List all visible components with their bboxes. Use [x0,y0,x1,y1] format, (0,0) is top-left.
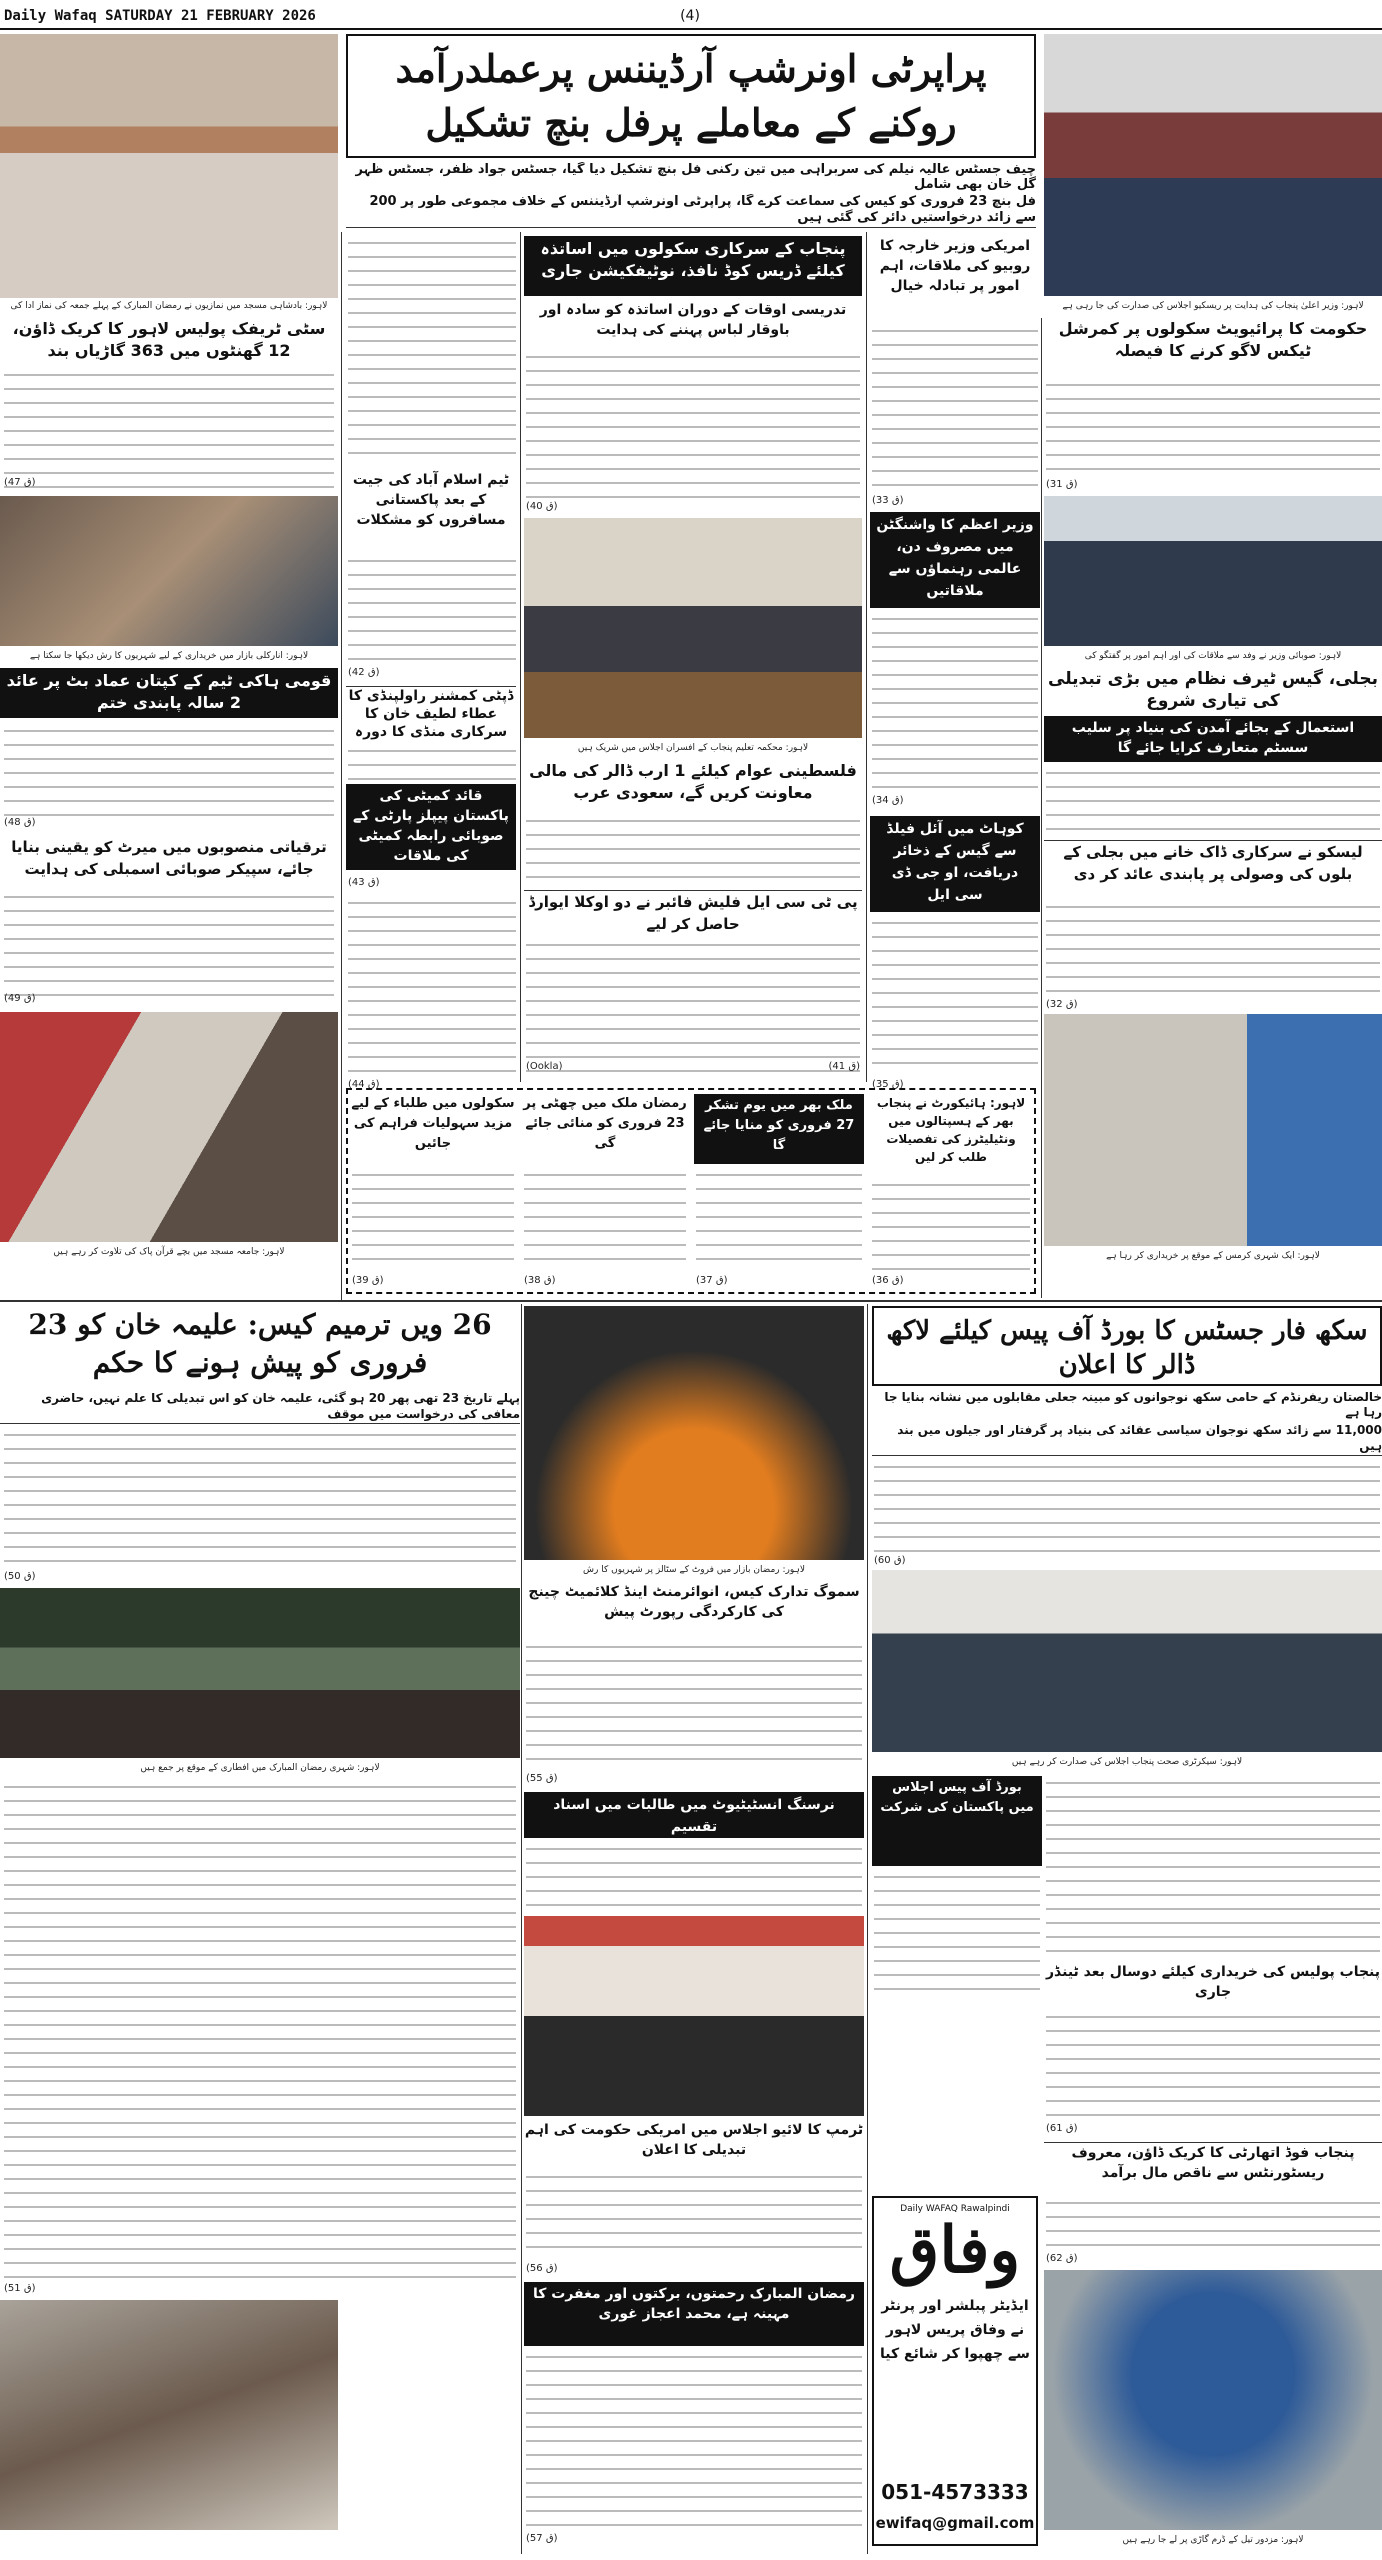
headline: ڈپٹی کمشنر راولپنڈی کا عطاء لطیف خان کا سرکاری منڈی کا دورہ [346,686,516,740]
masthead [0,0,1382,30]
ref-tag: (ق 55) [526,1773,558,1784]
article-body [4,1780,516,2280]
article-body [1046,378,1380,478]
section-rule [0,1300,1382,1302]
market-shoppers-photo [0,496,338,646]
ref-tag: (ق 43) [348,877,380,888]
headline: رمضان المبارک رحمتوں، برکتوں اور مغفرت کا مہینہ ہے، محمد اعجاز غوری [524,2282,864,2346]
article-body [874,1460,1380,1556]
rescue-meeting-photo [1044,34,1382,296]
ref-tag: (ق 34) [872,795,904,806]
ref-tag: (ق 40) [526,501,558,512]
nursing-graduates-photo [524,1916,864,2116]
headline: پنجاب پولیس کی خریداری کیلئے دوسال بعد ٹینڈر جاری [1045,1964,1381,2000]
article-body [696,1168,862,1272]
lead-story-box [872,1306,1382,1386]
photo-caption: لاہور: سیکرٹری صحت پنجاب اجلاس کی صدارت کر رہے ہیں [1011,1757,1243,1767]
headline: سٹی ٹریفک پولیس لاہور کا کریک ڈاؤن، 12 گھنٹوں میں 363 گاڑیاں بند [12,319,326,360]
ref-tag: (ق 38) [524,1275,556,1286]
article-body [4,724,334,824]
article-body [526,1842,862,1912]
headline: وزیر اعظم کا واشنگٹن میں مصروف دن، عالمی رہنماؤں سے ملاقاتیں [870,512,1040,608]
ref-tag: (ق 51) [4,2283,36,2294]
ref-tag: (ق 44) [348,1079,380,1090]
ref-tag: (ق 56) [526,2263,558,2274]
lead-headline: پراپرٹی اونرشپ آرڈیننس پرعملدرآمد روکنے کے معاملے پرفل بنچ تشکیل [395,46,987,145]
article-body [348,554,516,664]
article-body [4,368,334,488]
article-body [348,896,516,1076]
photo-caption: لاہور: صوبائی وزیر نے وفد سے ملاقات کی اور اہم امور پر گفتگو کی [1084,651,1342,661]
article-body [348,236,516,466]
headline: ٹرمپ کا لائیو اجلاس میں امریکی حکومت کی اہم تبدیلی کا اعلان [524,2122,864,2158]
article-body [4,890,334,1000]
article-body [1046,2010,1380,2120]
lead-subline: چیف جسٹس عالیہ نیلم کی سربراہی میں تین رکنی فل بنچ تشکیل دیا گیا، جسٹس جواد ظفر، جسٹس ظہر گل خان بھی شامل [355,162,1036,192]
ref-tag: (ق 49) [4,993,36,1004]
ref-tag: (ق 39) [352,1275,384,1286]
article-body [526,350,860,500]
ookla-label: (Ookla) [526,1061,563,1072]
health-meeting-photo [872,1570,1382,1752]
logo-subtitle: Daily WAFAQ Rawalpindi [900,2204,1010,2214]
headline: ملک بھر میں یوم تشکر 27 فروری کو منایا جائے گا [694,1094,864,1164]
photo-caption: لاہور: محکمہ تعلیم پنجاب کے افسران اجلاس میں شریک ہیں [577,743,809,753]
lead-subline: خالصتان ریفرنڈم کے حامی سکھ نوجوانوں کو مبینہ جعلی مقابلوں میں نشانہ بنایا جا رہا ہے [884,1390,1382,1419]
ref-tag: (ق 41) [828,1061,860,1072]
ref-tag: (ق 48) [4,817,36,828]
article-body [872,612,1038,792]
street-scene-photo [0,2300,338,2530]
photo-caption: لاہور: بادشاہی مسجد میں نمازیوں نے رمضان المبارک کے پہلے جمعہ کی نماز ادا کی [10,301,328,311]
news-box-1 [870,1094,1032,1290]
ref-tag: (ق 42) [348,667,380,678]
headline: نرسنگ انسٹیٹیوٹ میں طالبات میں اسناد تقسیم [524,1792,864,1838]
photo-caption: لاہور: مزدور تیل کے ڈرم گاڑی پر لے جا رہے ہیں [1122,2535,1304,2545]
column-rule [521,1304,522,2554]
street-vendor-photo [1044,1014,1382,1246]
article-body [872,324,1038,494]
headline: امریکی وزیر خارجہ کا روبیو کی ملاقات، اہم امور پر تبادلہ خیال [879,238,1031,294]
headline-sub: تدریسی اوقات کے دوران اساتذہ کو سادہ اور باوقار لباس پہننے کی ہدایت [539,302,847,338]
ref-tag: (ق 60) [874,1555,906,1566]
headline: ترقیاتی منصوبوں میں میرٹ کو یقینی بنایا جائے، سپیکر صوبائی اسمبلی کی ہدایت [11,838,327,878]
article-body [1046,1776,1380,1956]
oil-drums-photo [1044,2270,1382,2530]
wafaq-logo: وفاق [889,2216,1021,2288]
news-box-3 [522,1094,688,1290]
article-body [526,2170,862,2260]
lead-subline-2: فل بنچ 23 فروری کو کیس کی سماعت کرے گا، پراپرٹی اونرشپ آرڈیننس کے خلاف مجموعی طور پر 200 سے زائد درخواستیں دائر کی گئی ہیں [346,194,1036,228]
headline: فلسطینی عوام کیلئے 1 ارب ڈالر کی مالی معاونت کریں گے، سعودی عرب [529,761,857,802]
article-body [874,1870,1040,1990]
ref-tag: (ق 47) [4,477,36,488]
article-body [526,938,860,1078]
column-rule [866,232,867,1082]
headline: سکولوں میں طلباء کے لیے مزید سہولیات فراہم کی جائیں [351,1096,515,1151]
email-address: ewifaq@gmail.com [875,2514,1035,2532]
headline: قائد کمیٹی کی پاکستان پیپلز پارٹی کے صوبائی رابطہ کمیٹی کی ملاقات [346,784,516,870]
lead-subline-2: 11,000 سے زائد سکھ نوجوان سیاسی عقائد کی بنیاد پر گرفتار اور جیلوں میں بند ہیں [872,1422,1382,1456]
headline: رمضان ملک میں چھٹی پر 23 فروری کو منائی جائے گی [523,1096,687,1151]
page-number: (4) [680,8,700,24]
lead-headline: سکھ فار جسٹس کا بورڈ آف پیس کیلئے لاکھ ڈالر کا اعلان [886,1316,1368,1380]
article-body [4,1428,516,1568]
column-rule [520,232,521,1082]
education-meeting-photo [524,518,862,738]
delegation-meeting-photo [1044,496,1382,646]
ref-tag: (ق 50) [4,1571,36,1582]
article-body [524,1168,686,1272]
quran-recitation-photo [0,1012,338,1242]
article-body [526,1640,862,1770]
column-rule [867,1304,868,2554]
article-body [526,2350,862,2530]
photo-caption: لاہور: انارکلی بازار میں خریداری کے لیے شہریوں کا رش دیکھا جا سکتا ہے [29,651,309,661]
phone-number: 051-4573333 [881,2480,1029,2504]
headline: قومی ہاکی ٹیم کے کپتان عماد بٹ پر عائد 2 سالہ پابندی ختم [0,668,338,718]
ref-tag: (ق 35) [872,1079,904,1090]
lead-story-box [346,34,1036,158]
column-rule [1041,318,1042,1298]
photo-caption: لاہور: شہری رمضان المبارک میں افطاری کے موقع پر جمع ہیں [140,1763,380,1773]
ref-tag: (ق 33) [872,495,904,506]
headline: کوہاٹ میں آئل فیلڈ سے گیس کے ذخائر دریافت، او جی ڈی سی ایل [870,816,1040,912]
lead-subline: پہلے تاریخ 23 تھی پھر 20 ہو گئی، علیمہ خان کو اس تبدیلی کا علم نہیں، حاضری معافی کی درخواست میں موقف [0,1390,520,1424]
headline: ٹیم اسلام آباد کی جیت کے بعد پاکستانی مسافروں کو مشکلات [352,472,510,528]
column-rule [341,232,342,1302]
article-body [1046,2196,1380,2252]
news-box-4 [350,1094,516,1290]
ref-tag: (ق 32) [1046,999,1078,1010]
ref-tag: (ق 57) [526,2533,558,2544]
headline: لیسکو نے سرکاری ڈاک خانے میں بجلی کے بلوں کی وصولی پر پابندی عائد کر دی [1044,840,1382,896]
masthead-left: Daily Wafaq SATURDAY 21 FEBRUARY 2026 [4,8,316,24]
lead-headline: 26 ویں ترمیم کیس: علیمہ خان کو 23 فروری کو پیش ہونے کا حکم [28,1308,492,1379]
mosque-prayer-photo [0,34,338,298]
photo-caption: لاہور: رمضان بازار میں فروٹ کے سٹالز پر شہریوں کا رش [583,1565,805,1575]
article-body [352,1168,514,1272]
headline: بورڈ آف پیس اجلاس میں پاکستان کی شرکت [872,1776,1042,1866]
ref-tag: (ق 61) [1046,2123,1078,2134]
imprint-box [872,2196,1038,2546]
imprint-text: ایڈیٹر پبلشر اور پرنٹر نے وفاق پریس لاہور سے چھپوا کر شائع کیا [880,2298,1030,2362]
headline-sub: استعمال کے بجائے آمدن کی بنیاد پر سلیب سسٹم متعارف کرایا جائے گا [1044,716,1382,762]
article-body [1046,900,1380,1000]
article-body [526,814,860,884]
ref-tag: (ق 62) [1046,2253,1078,2264]
article-body [872,1178,1030,1272]
news-box-2 [694,1094,864,1290]
photo-caption: لاہور: وزیر اعلیٰ پنجاب کی ہدایت پر ریسکیو اجلاس کی صدارت کی جا رہی ہے [1062,301,1364,311]
headline: بجلی، گیس ٹیرف نظام میں بڑی تبدیلی کی تیاری شروع [1048,669,1378,711]
ref-tag: (ق 37) [696,1275,728,1286]
iftar-gathering-photo [0,1588,520,1758]
headline: سموگ تدارک کیس، انوائرمنٹ اینڈ کلائمیٹ چینج کی کارکردگی رپورٹ پیش [528,1584,860,1620]
photo-caption: لاہور: ایک شہری کرمس کے موقع پر خریداری کر رہا ہے [1106,1251,1320,1261]
headline: پی ٹی سی ایل فلیش فائبر نے دو اوکلا ایوارڈ حاصل کر لیے [524,890,862,934]
headline: حکومت کا پرائیویٹ سکولوں پر کمرشل ٹیکس لاگو کرنے کا فیصلہ [1058,319,1368,360]
headline: لاہور: ہائیکورٹ نے پنجاب بھر کے ہسپتالوں میں ونٹیلیٹرز کی تفصیلات طلب کر لیں [876,1096,1026,1164]
photo-caption: لاہور: جامعہ مسجد میں بچے قرآن پاک کی تلاوت کر رہے ہیں [53,1247,285,1257]
ref-tag: (ق 31) [1046,479,1078,490]
headline: پنجاب فوڈ اتھارٹی کا کریک ڈاؤن، معروف ریسٹورنٹس سے ناقص مال برآمد [1044,2142,1382,2192]
fruit-market-photo [524,1306,864,1560]
article-body [872,916,1038,1076]
headline: پنجاب کے سرکاری سکولوں میں اساتذہ کیلئے ڈریس کوڈ نافذ، نوٹیفکیشن جاری [524,236,862,296]
ref-tag: (ق 36) [872,1275,904,1286]
article-body [1046,766,1380,836]
